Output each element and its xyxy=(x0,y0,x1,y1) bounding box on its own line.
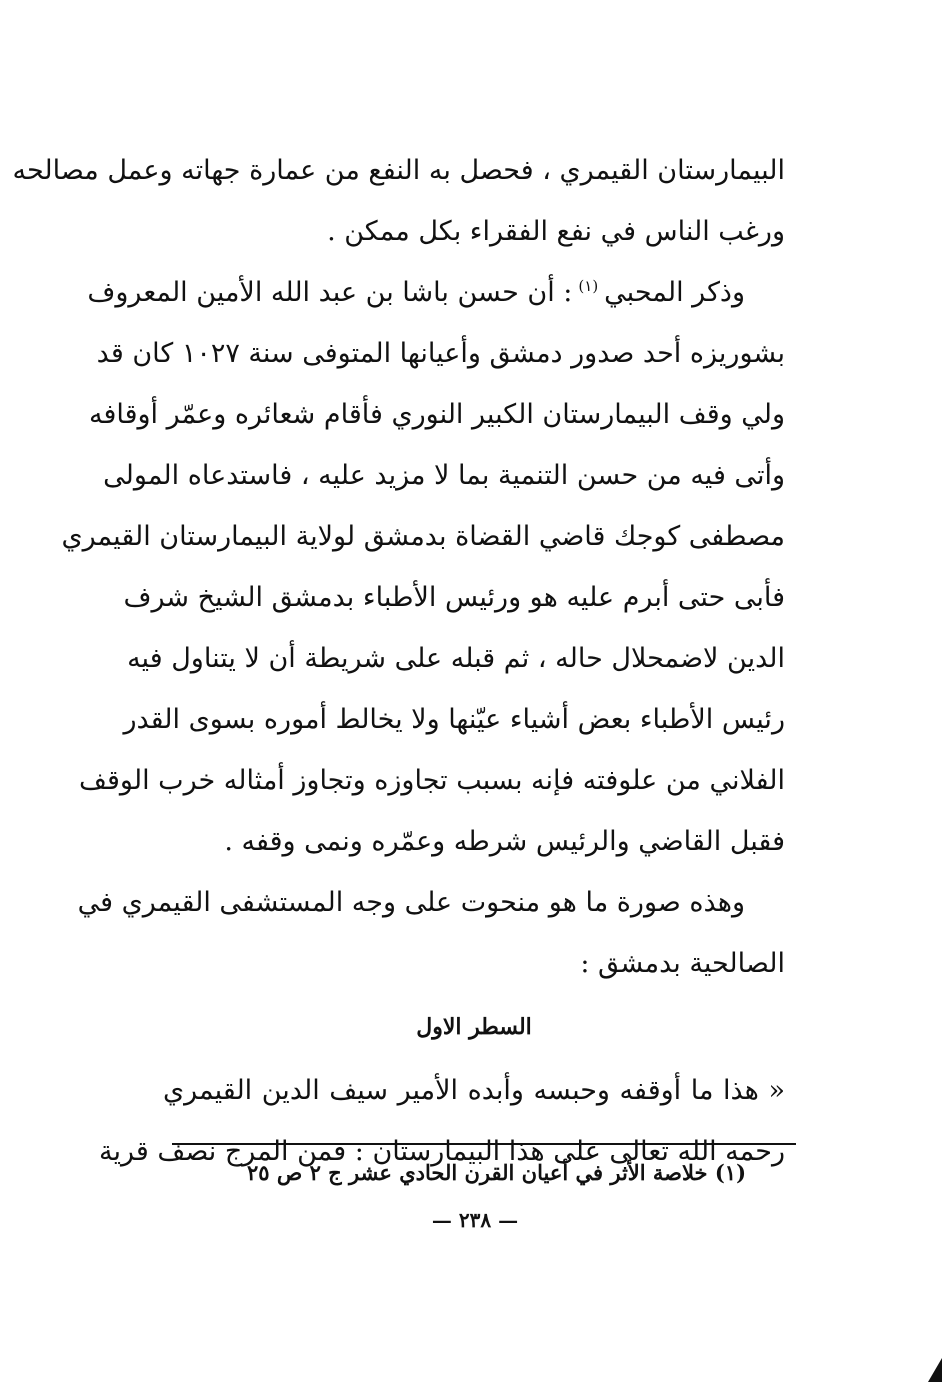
body-text xyxy=(12,140,785,1182)
text-line xyxy=(87,262,785,323)
text-line: ولي وقف البيمارستان الكبير النوري فأقام شعائره وعمّر أوقافه xyxy=(88,399,785,430)
text-fragment: : أن حسن باشا بن عبد الله الأمين المعروف xyxy=(87,277,573,308)
text-line: رحمه الله تعالى على هذا البيمارستان : فمن المرج نصف قرية xyxy=(99,1136,785,1167)
footnote-reference: (١) xyxy=(578,277,599,295)
text-line: ورغب الناس في نفع الفقراء بكل ممكن . xyxy=(327,216,785,247)
text-line: الصالحية بدمشق : xyxy=(580,948,785,979)
text-line: بشوريزه أحد صدور دمشق وأعيانها المتوفى سنة ١٠٢٧ كان قد xyxy=(96,338,785,369)
text-line: البيمارستان القيمري ، فحصل به النفع من عمارة جهاته وعمل مصالحه xyxy=(12,155,785,186)
footnote-divider xyxy=(172,1143,796,1145)
text-line: فأبى حتى أبرم عليه هو ورئيس الأطباء بدمشق الشيخ شرف xyxy=(123,582,785,613)
text-fragment: وذكر المحبي xyxy=(604,277,745,308)
text-line: الدين لاضمحلال حاله ، ثم قبله على شريطة أن لا يتناول فيه xyxy=(127,643,785,674)
scan-corner-mark xyxy=(928,1358,942,1382)
text-line: وأتى فيه من حسن التنمية بما لا مزيد عليه ، فاستدعاه المولى xyxy=(103,460,785,491)
page-number: — ٢٣٨ — xyxy=(431,1208,519,1232)
text-line: الفلاني من علوفته فإنه بسبب تجاوزه وتجاوز أمثاله خرب الوقف xyxy=(79,765,785,796)
text-line: رئيس الأطباء بعض أشياء عيّنها ولا يخالط أموره بسوى القدر xyxy=(123,704,785,735)
text-line: « هذا ما أوقفه وحبسه وأبده الأمير سيف الدين القيمري xyxy=(163,1075,785,1106)
footnote: (١) خلاصة الأثر في أعيان القرن الحادي عشر ج ٢ ص ٢٥ xyxy=(247,1160,746,1185)
text-line: مصطفى كوجك قاضي القضاة بدمشق لولاية البيمارستان القيمري xyxy=(61,521,785,552)
section-heading: السطر الاول xyxy=(416,1014,532,1040)
text-line: وهذه صورة ما هو منحوت على وجه المستشفى القيمري في xyxy=(77,887,745,918)
text-line: فقبل القاضي والرئيس شرطه وعمّره ونمى وقفه . xyxy=(224,826,785,857)
